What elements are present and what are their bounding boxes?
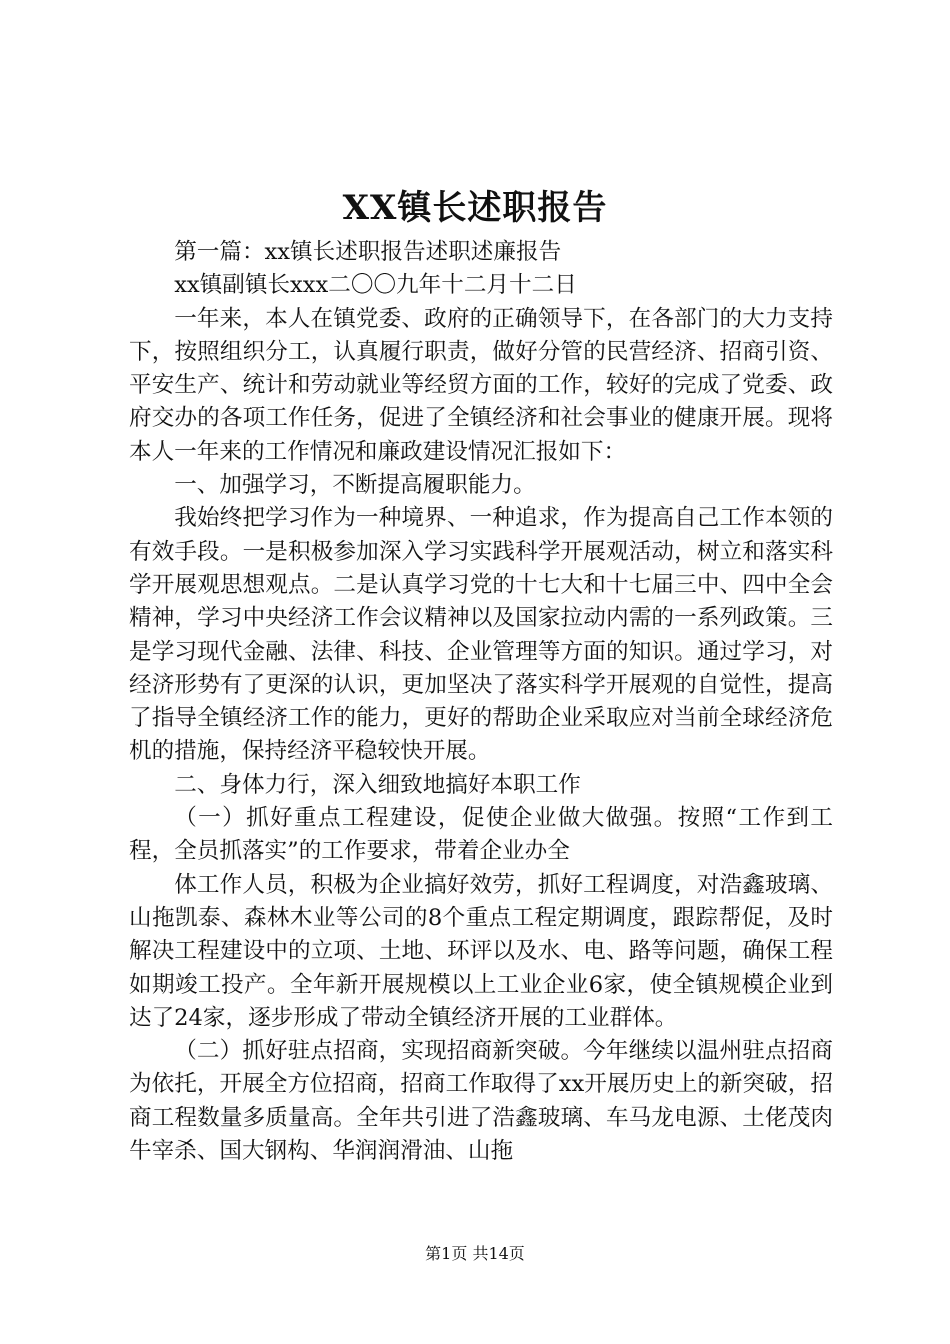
paragraph-study: 我始终把学习作为一种境界、一种追求，作为提高自己工作本领的有效手段。一是积极参加深入学习实践科学开展观活动，树立和落实科学开展观思想观点。二是认真学习党的十七大和十七届三中、四中全会精神，学习中央经济工作会议精神以及国家拉动内需的一系列政策。三是学习现代金融、法律、科技、企业管理等方面的知识。通过学习，对经济形势有了更深的认识，更加坚决了落实科学开展观的自觉性，提高了指导全镇经济工作的能力，更好的帮助企业采取应对当前全球经济危机的措施，保持经济平稳较快开展。: [129, 505, 833, 765]
paragraph-author-date: xx镇副镇长xxx二〇〇九年十二月十二日: [174, 272, 577, 299]
section-heading-2: 二、身体力行，深入细致地搞好本职工作: [174, 771, 581, 798]
paragraph-subtitle: 第一篇：xx镇长述职报告述职述廉报告: [174, 239, 562, 265]
page-footer: 第1页 共14页: [425, 1244, 525, 1263]
document-title: XX镇长述职报告: [342, 188, 608, 228]
paragraph-investment: （二）抓好驻点招商，实现招商新突破。今年继续以温州驻点招商为依托，开展全方位招商，招商工作取得了xx开展历史上的新突破，招商工程数量多质量高。全年共引进了浩鑫玻璃、车马龙电源、土佬茂肉牛宰杀、国大钢构、华润润滑油、山拖: [129, 1038, 833, 1165]
document-body: [129, 236, 833, 1168]
paragraph-intro: 一年来，本人在镇党委、政府的正确领导下，在各部门的大力支持下，按照组织分工，认真履行职责，做好分管的民营经济、招商引资、平安生产、统计和劳动就业等经贸方面的工作，较好的完成了党委、政府交办的各项工作任务，促进了全镇经济和社会事业的健康开展。现将本人一年来的工作情况和廉政建设情况汇报如下：: [129, 305, 833, 465]
section-heading-1: 一、加强学习，不断提高履职能力。: [174, 472, 536, 499]
paragraph-projects: 体工作人员，积极为企业搞好效劳，抓好工程调度，对浩鑫玻璃、山拖凯泰、森林木业等公司的8个重点工程定期调度，跟踪帮促，及时解决工程建设中的立项、土地、环评以及水、电、路等问题，确保工程如期竣工投产。全年新开展规模以上工业企业6家，使全镇规模企业到达了24家，逐步形成了带动全镇经济开展的工业群体。: [129, 871, 833, 1031]
paragraph-projects-heading: （一）抓好重点工程建设，促使企业做大做强。按照“工作到工程，全员抓落实”的工作要求，带着企业办全: [129, 805, 833, 865]
